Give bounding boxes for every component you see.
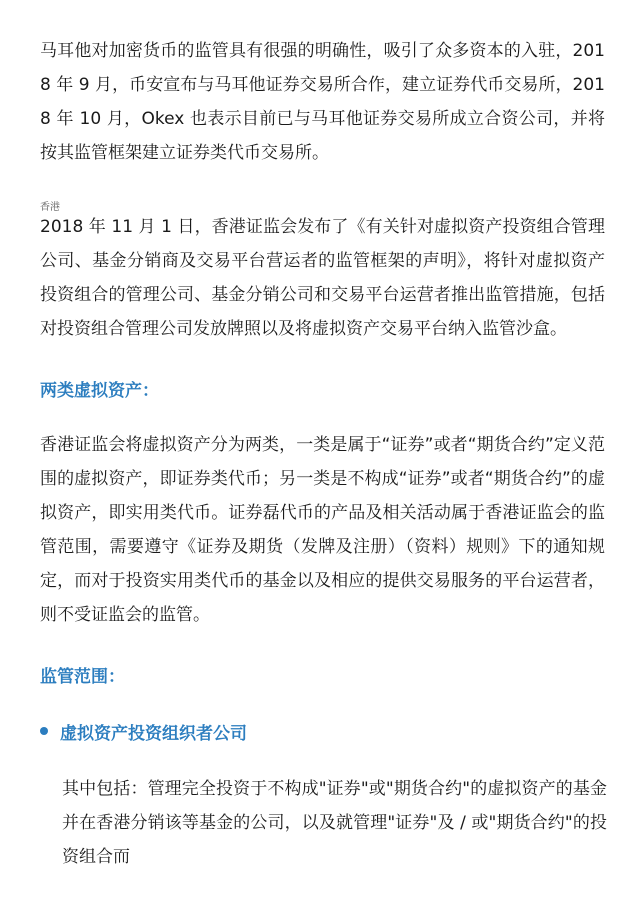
section-heading-two-asset-types: 两类虚拟资产：	[40, 381, 159, 401]
paragraph-two-asset-types: 香港证监会将虚拟资产分为两类，一类是属于“证券”或者“期货合约”定义范围的虚拟资产，即证券类代币；另一类是不构成“证券”或者“期货合约”的虚拟资产，即实用类代币。证券磊代币的产品及相关活动属于香港证监会的监管范围，需要遵守《证券及期货（发牌及注册）（资料）规则》下的通知规定，而对于投资实用类代币的基金以及相应的提供交易服务的平台运营者，则不受证监会的监管。	[40, 435, 605, 625]
section-heading-regulatory-scope: 监管范围：	[40, 667, 125, 687]
image-caption-hongkong: 香港	[40, 202, 60, 213]
paragraph-malta: 马耳他对加密货币的监管具有很强的明确性，吸引了众多资本的入驻，2018 年 9 月，币安宣布与马耳他证券交易所合作，建立证券代币交易所，2018 年 10 月，Okex 也表示目前已与马耳他证券交易所成立合资公司，并将按其监管框架建立证券类代币交易所。	[40, 41, 605, 163]
bullet-item-label: 虚拟资产投资组织者公司	[60, 723, 247, 744]
paragraph-hk-sfc-statement: 2018 年 11 月 1 日，香港证监会发布了《有关针对虚拟资产投资组合管理公司、基金分销商及交易平台营运者的监管框架的声明》，将针对虚拟资产投资组合的管理公司、基金分销公司和交易平台运营者推出监管措施，包括对投资组合管理公司发放牌照以及将虚拟资产交易平台纳入监管沙盒。	[40, 217, 605, 339]
bullet-dot-icon	[40, 727, 48, 735]
bullet-item-vasp-portfolio	[40, 718, 247, 744]
paragraph-scope-details: 其中包括：管理完全投资于不构成"证券"或"期货合约"的虚拟资产的基金并在香港分销该等基金的公司，以及就管理"证券"及 / 或"期货合约"的投资组合而	[62, 779, 607, 867]
